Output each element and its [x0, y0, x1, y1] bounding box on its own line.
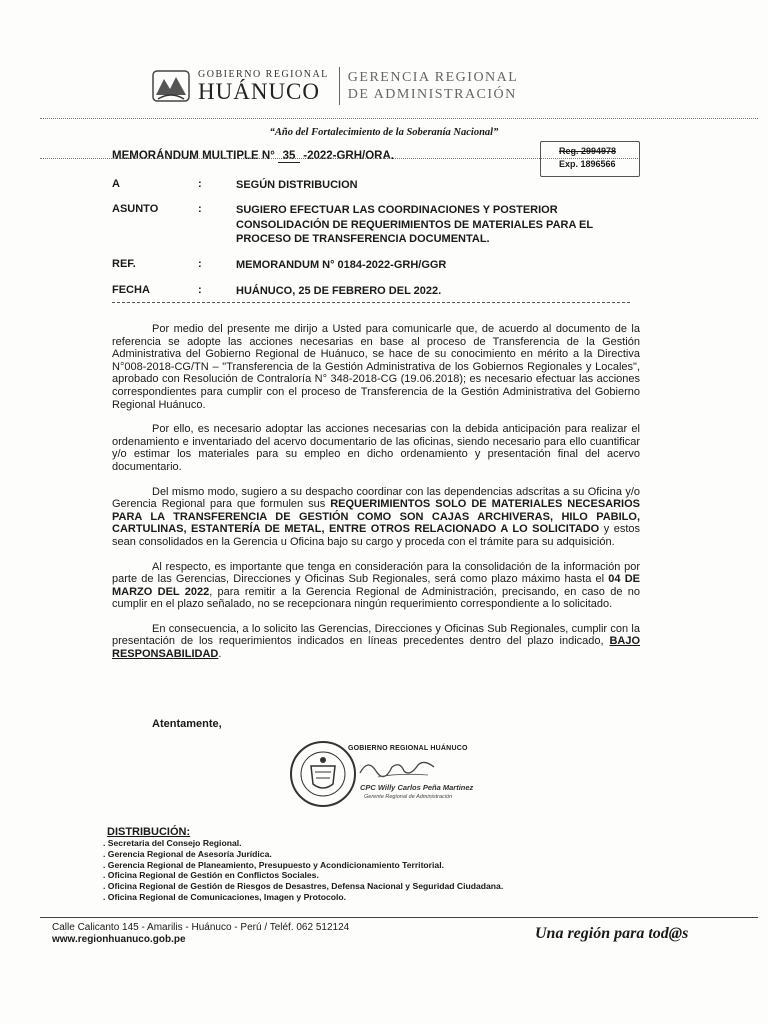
official-seal-icon — [289, 740, 357, 808]
paragraph-3-bold: REQUERIMIENTOS SOLO DE MATERIALES NECESARIOS PARA LA TRANSFERENCIA DE GESTIÓN COMO SON CAJAS ARCHIVERAS, HILO PABILO, CARTULINAS, ESTANTERÍA DE METAL, ENTRE OTROS RELACIONADO A LO SOLICITADO — [112, 498, 640, 536]
handwritten-signature-icon — [358, 753, 438, 783]
distribution-list — [103, 838, 503, 903]
paragraph-2: Por ello, es necesario adoptar las acciones necesarias con la debida anticipación para realizar el ordenamiento e inventariado del acervo documentario de las oficinas, siendo necesario para ello cuantificar y/o estimar los materiales para su empleo en dicho ordenamiento y presentación final del acervo documentario. — [112, 423, 640, 473]
distribution-item: . Gerencia Regional de Planeamiento, Presupuesto y Acondicionamiento Territorial. — [103, 859, 444, 870]
meta-colon: : — [198, 258, 202, 270]
meta-ref — [112, 258, 636, 273]
meta-colon: : — [198, 178, 202, 190]
meta-a-value: SEGÚN DISTRIBUCION — [236, 179, 358, 191]
registry-stamp — [540, 141, 640, 177]
closing: Atentamente, — [152, 718, 222, 730]
signature-block — [348, 745, 508, 805]
meta-a — [112, 178, 636, 193]
signature-org: GOBIERNO REGIONAL HUÁNUCO — [348, 745, 468, 752]
paragraph-4-text-b: , para remitir a la Gerencia Regional de Administración, precisando, en caso de no cumplir en el plazo señalado, no se recepcionara ningún requerimiento correspondiente a lo solicitado. — [112, 585, 640, 611]
meta-ref-label: REF. — [112, 258, 136, 270]
distribution-item: . Oficina Regional de Gestión en Conflictos Sociales. — [103, 870, 319, 881]
footer-address: Calle Calicanto 145 - Amarilis - Huánuco - Perú / Teléf. 062 512124 — [52, 922, 350, 933]
stamp-reg: Reg. 2994978 — [559, 146, 617, 156]
dept-name-block — [348, 69, 519, 103]
paragraph-4-text-a: Al respecto, es importante que tenga en consideración para la consolidación de la información por parte de las Gerencias, Direcciones y Oficinas Sub Regionales, será como plazo máximo hasta el — [112, 560, 640, 586]
memo-title — [112, 150, 394, 163]
footer-rule — [40, 917, 758, 918]
paragraph-4-bold: 04 DE MARZO DEL 2022 — [112, 573, 640, 598]
paragraph-5 — [112, 623, 640, 661]
dept-line-2: DE ADMINISTRACIÓN — [347, 87, 517, 102]
paragraph-5-text-b: . — [218, 648, 222, 661]
letterhead — [150, 62, 518, 110]
org-top: GOBIERNO REGIONAL — [198, 68, 329, 80]
paragraph-5-text-a: En consecuencia, a lo solicito las Gerencias, Direcciones y Oficinas Sub Regionales, cumplir con la presentación de los requerimientos indicados en líneas precedentes dentro del plazo indicado, — [112, 622, 640, 648]
stamp-exp: Exp. 1896566 — [559, 159, 616, 169]
meta-colon: : — [198, 203, 202, 215]
distribution-item: . Gerencia Regional de Asesoría Jurídica. — [103, 848, 272, 859]
distribution-item: . Secretaria del Consejo Regional. — [103, 838, 242, 848]
distribution-heading: DISTRIBUCIÓN: — [107, 826, 191, 838]
footer-website[interactable]: www.regionhuanuco.gob.pe — [52, 934, 186, 945]
meta-colon: : — [198, 284, 202, 296]
memo-title-suffix: -2022-GRH/ORA. — [303, 150, 394, 162]
meta-a-label: A — [112, 178, 120, 190]
footer-address-block — [52, 922, 349, 946]
memo-title-prefix: MEMORÁNDUM MULTIPLE N° — [112, 150, 275, 162]
distribution-item: . Oficina Regional de Gestión de Riesgos de Desastres, Defensa Nacional y Seguridad Ciudadana. — [103, 881, 504, 892]
signature-name: CPC Willy Carlos Peña Martinez — [360, 783, 474, 792]
paragraph-5-bold: BAJO RESPONSABILIDAD — [112, 635, 640, 661]
dept-line-1: GERENCIA REGIONAL — [347, 70, 519, 85]
meta-divider — [112, 302, 630, 303]
signature-role: Gerente Regional de Administración — [364, 794, 453, 800]
paragraph-4 — [112, 561, 640, 611]
meta-asunto-label: ASUNTO — [112, 203, 159, 215]
meta-fecha-value: HUÁNUCO, 25 DE FEBRERO DEL 2022. — [236, 285, 442, 297]
distribution-item: . Oficina Regional de Comunicaciones, Imagen y Protocolo. — [103, 891, 347, 902]
paragraph-1: Por medio del presente me dirijo a Usted para comunicarle que, de acuerdo al documento de la referencia se adopte las acciones necesarias en base al proceso de Transferencia de la Gestión Administrativa del Gobierno Regional de Huánuco, se hace de su conocimiento en mérito a la Directiva N°008-2018-CG/TN – "Transferencia de la Gestión Administrativa de los Gobiernos Regionales y Locales", aprobado con Resolución de Contraloría N° 348-2018-CG (19.06.2018); es necesario efectuar las acciones correspondientes para cumplir con el proceso de Transferencia de la Gestión Administrativa del Gobierno Regional Huánuco. — [112, 323, 640, 411]
header-rule — [40, 118, 758, 119]
year-motto: “Año del Fortalecimiento de la Soberanía Nacional” — [269, 127, 499, 138]
meta-ref-value: MEMORANDUM N° 0184-2022-GRH/GGR — [236, 259, 447, 271]
header-divider — [339, 67, 340, 105]
footer-slogan: Una región para tod@s — [535, 925, 689, 942]
regional-logo-icon — [150, 65, 192, 107]
memo-body — [112, 323, 640, 673]
paragraph-3-text-b: y estos sean consolidados en la Gerencia u Oficina bajo su cargo y proceda con el trámite para su adquisición. — [112, 523, 640, 548]
meta-asunto-value: SUGIERO EFECTUAR LAS COORDINACIONES Y POSTERIOR CONSOLIDACIÓN DE REQUERIMIENTOS DE MATERIALES PARA EL PROCESO DE TRANSFERENCIA DOCUMENTAL. — [236, 204, 593, 245]
memo-number: 35 — [278, 150, 300, 163]
org-name-block — [198, 69, 329, 104]
meta-fecha — [112, 284, 636, 299]
meta-fecha-label: FECHA — [112, 284, 150, 296]
meta-asunto — [112, 203, 636, 247]
org-main: HUÁNUCO — [198, 78, 320, 104]
paragraph-3 — [112, 486, 640, 549]
paragraph-3-text-a: Del mismo modo, sugiero a su despacho coordinar con las dependencias adscritas a su Oficina y/o Gerencia Regional para que formulen sus — [112, 485, 640, 511]
